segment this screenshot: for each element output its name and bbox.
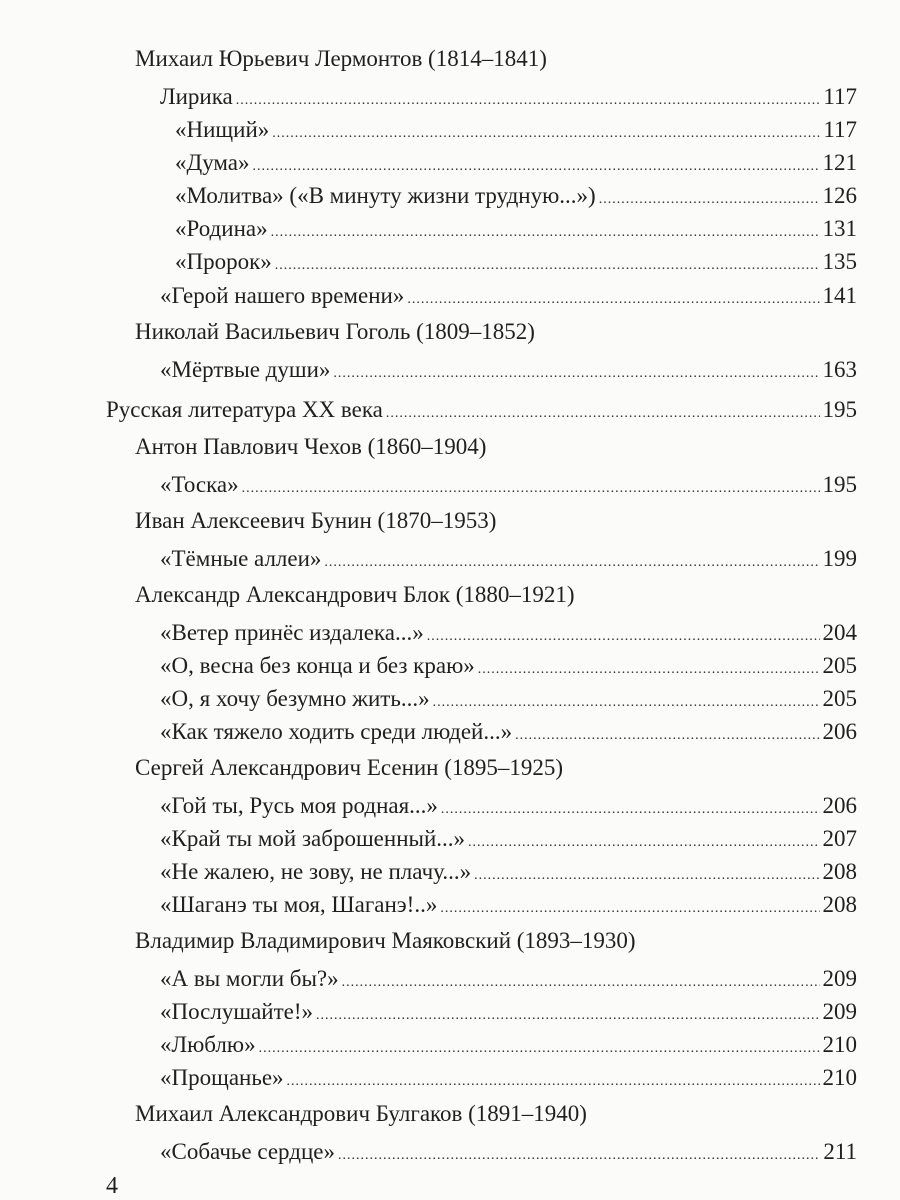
toc-entry[interactable] [160,824,857,858]
leader-dots [407,285,819,315]
entry-title: «Как тяжело ходить среди людей...» [160,719,513,744]
entry-page: 141 [822,283,857,308]
author-heading-mayakovsky: Владимир Владимирович Маяковский (1893–1930) [135,928,636,953]
entry-page: 210 [822,1032,857,1057]
entry-page: 206 [822,719,857,744]
entry-title: «Не жалею, не зову, не плачу...» [160,859,472,884]
leader-dots [515,721,819,751]
entry-page: 195 [822,472,857,497]
entry-page: 131 [822,216,857,241]
entry-title: «А вы могли бы?» [160,966,339,991]
leader-dots [316,1001,819,1031]
leader-dots [272,119,820,149]
toc-entry[interactable] [160,791,857,825]
toc-entry[interactable] [160,1063,857,1097]
author-heading-gogol: Николай Васильевич Гоголь (1809–1852) [135,319,535,344]
entry-page: 205 [822,686,857,711]
entry-page: 209 [822,999,857,1024]
author-heading-lermontov: Михаил Юрьевич Лермонтов (1814–1841) [135,46,547,71]
entry-title: «Край ты мой заброшенный...» [160,826,466,851]
leader-dots [386,399,820,429]
toc-entry[interactable] [160,857,857,891]
author-heading-esenin: Сергей Александрович Есенин (1895–1925) [135,755,564,780]
entry-page: 204 [822,620,857,645]
leader-dots [599,185,820,215]
entry-title: «Ветер принёс издалека...» [160,620,424,645]
toc-entry[interactable] [160,544,857,578]
entry-page: 126 [822,183,857,208]
entry-title: «Прощанье» [160,1065,284,1090]
entry-title: «Гой ты, Русь моя родная...» [160,793,438,818]
author-heading-bunin: Иван Алексеевич Бунин (1870–1953) [135,508,497,533]
entry-page: 163 [822,357,857,382]
leader-dots [427,622,820,652]
toc-entry[interactable] [175,214,857,248]
entry-title: «Тоска» [160,472,239,497]
entry-page: 117 [823,84,857,109]
toc-entry[interactable] [160,470,857,504]
author-heading-chekhov: Антон Павлович Чехов (1860–1904) [135,434,487,459]
leader-dots [242,474,820,504]
toc-entry[interactable] [160,890,857,924]
entry-title: Лирика [160,84,233,109]
entry-page: 209 [822,966,857,991]
toc-entry[interactable] [175,148,857,182]
leader-dots [259,1034,820,1064]
entry-title: «Молитва» («В минуту жизни трудную...») [175,183,596,208]
toc-section[interactable] [106,395,857,429]
toc-entry[interactable] [160,651,857,685]
leader-dots [253,152,820,182]
section-page: 195 [822,397,857,422]
leader-dots [342,968,820,998]
entry-page: 208 [822,859,857,884]
leader-dots [338,1141,820,1171]
entry-page: 199 [822,546,857,571]
entry-title: «Родина» [175,216,268,241]
entry-title: «Герой нашего времени» [160,283,405,308]
entry-title: «Люблю» [160,1032,256,1057]
entry-page: 210 [822,1065,857,1090]
leader-dots [287,1067,820,1097]
toc-entry[interactable] [160,281,857,315]
entry-page: 135 [822,249,857,274]
toc-entry[interactable] [160,717,857,751]
entry-title: «Тёмные аллеи» [160,546,322,571]
entry-title: «Собачье сердце» [160,1139,335,1164]
leader-dots [474,861,819,891]
entry-page: 207 [822,826,857,851]
entry-title: «Пророк» [175,249,272,274]
toc-entry[interactable] [160,1030,857,1064]
toc-entry[interactable] [175,115,857,149]
leader-dots [440,894,819,924]
author-heading-blok: Александр Александрович Блок (1880–1921) [135,582,575,607]
entry-title: «Шаганэ ты моя, Шаганэ!..» [160,892,438,917]
toc-entry[interactable] [160,82,857,116]
toc-entry[interactable] [160,964,857,998]
page-number: 4 [106,1173,118,1199]
section-title: Русская литература XX века [106,397,383,422]
entry-page: 208 [822,892,857,917]
leader-dots [324,548,819,578]
toc-entry[interactable] [175,181,857,215]
entry-title: «Мёртвые души» [160,357,331,382]
entry-page: 121 [822,150,857,175]
toc-entry[interactable] [160,1137,857,1171]
leader-dots [271,218,820,248]
leader-dots [236,86,821,116]
toc-entry[interactable] [160,618,857,652]
entry-title: «О, весна без конца и без краю» [160,653,475,678]
toc-entry[interactable] [160,997,857,1031]
leader-dots [433,688,820,718]
leader-dots [478,655,820,685]
toc-entry[interactable] [160,355,857,389]
leader-dots [333,359,819,389]
leader-dots [275,251,820,281]
entry-page: 211 [823,1139,857,1164]
toc-entry[interactable] [175,247,857,281]
leader-dots [441,795,820,825]
entry-title: «Дума» [175,150,250,175]
entry-title: «Нищий» [175,117,270,142]
entry-title: «Послушайте!» [160,999,314,1024]
entry-title: «О, я хочу безумно жить...» [160,686,430,711]
leader-dots [468,828,819,858]
author-heading-bulgakov: Михаил Александрович Булгаков (1891–1940) [135,1101,587,1126]
entry-page: 205 [822,653,857,678]
toc-entry[interactable] [160,684,857,718]
entry-page: 117 [823,117,857,142]
entry-page: 206 [822,793,857,818]
